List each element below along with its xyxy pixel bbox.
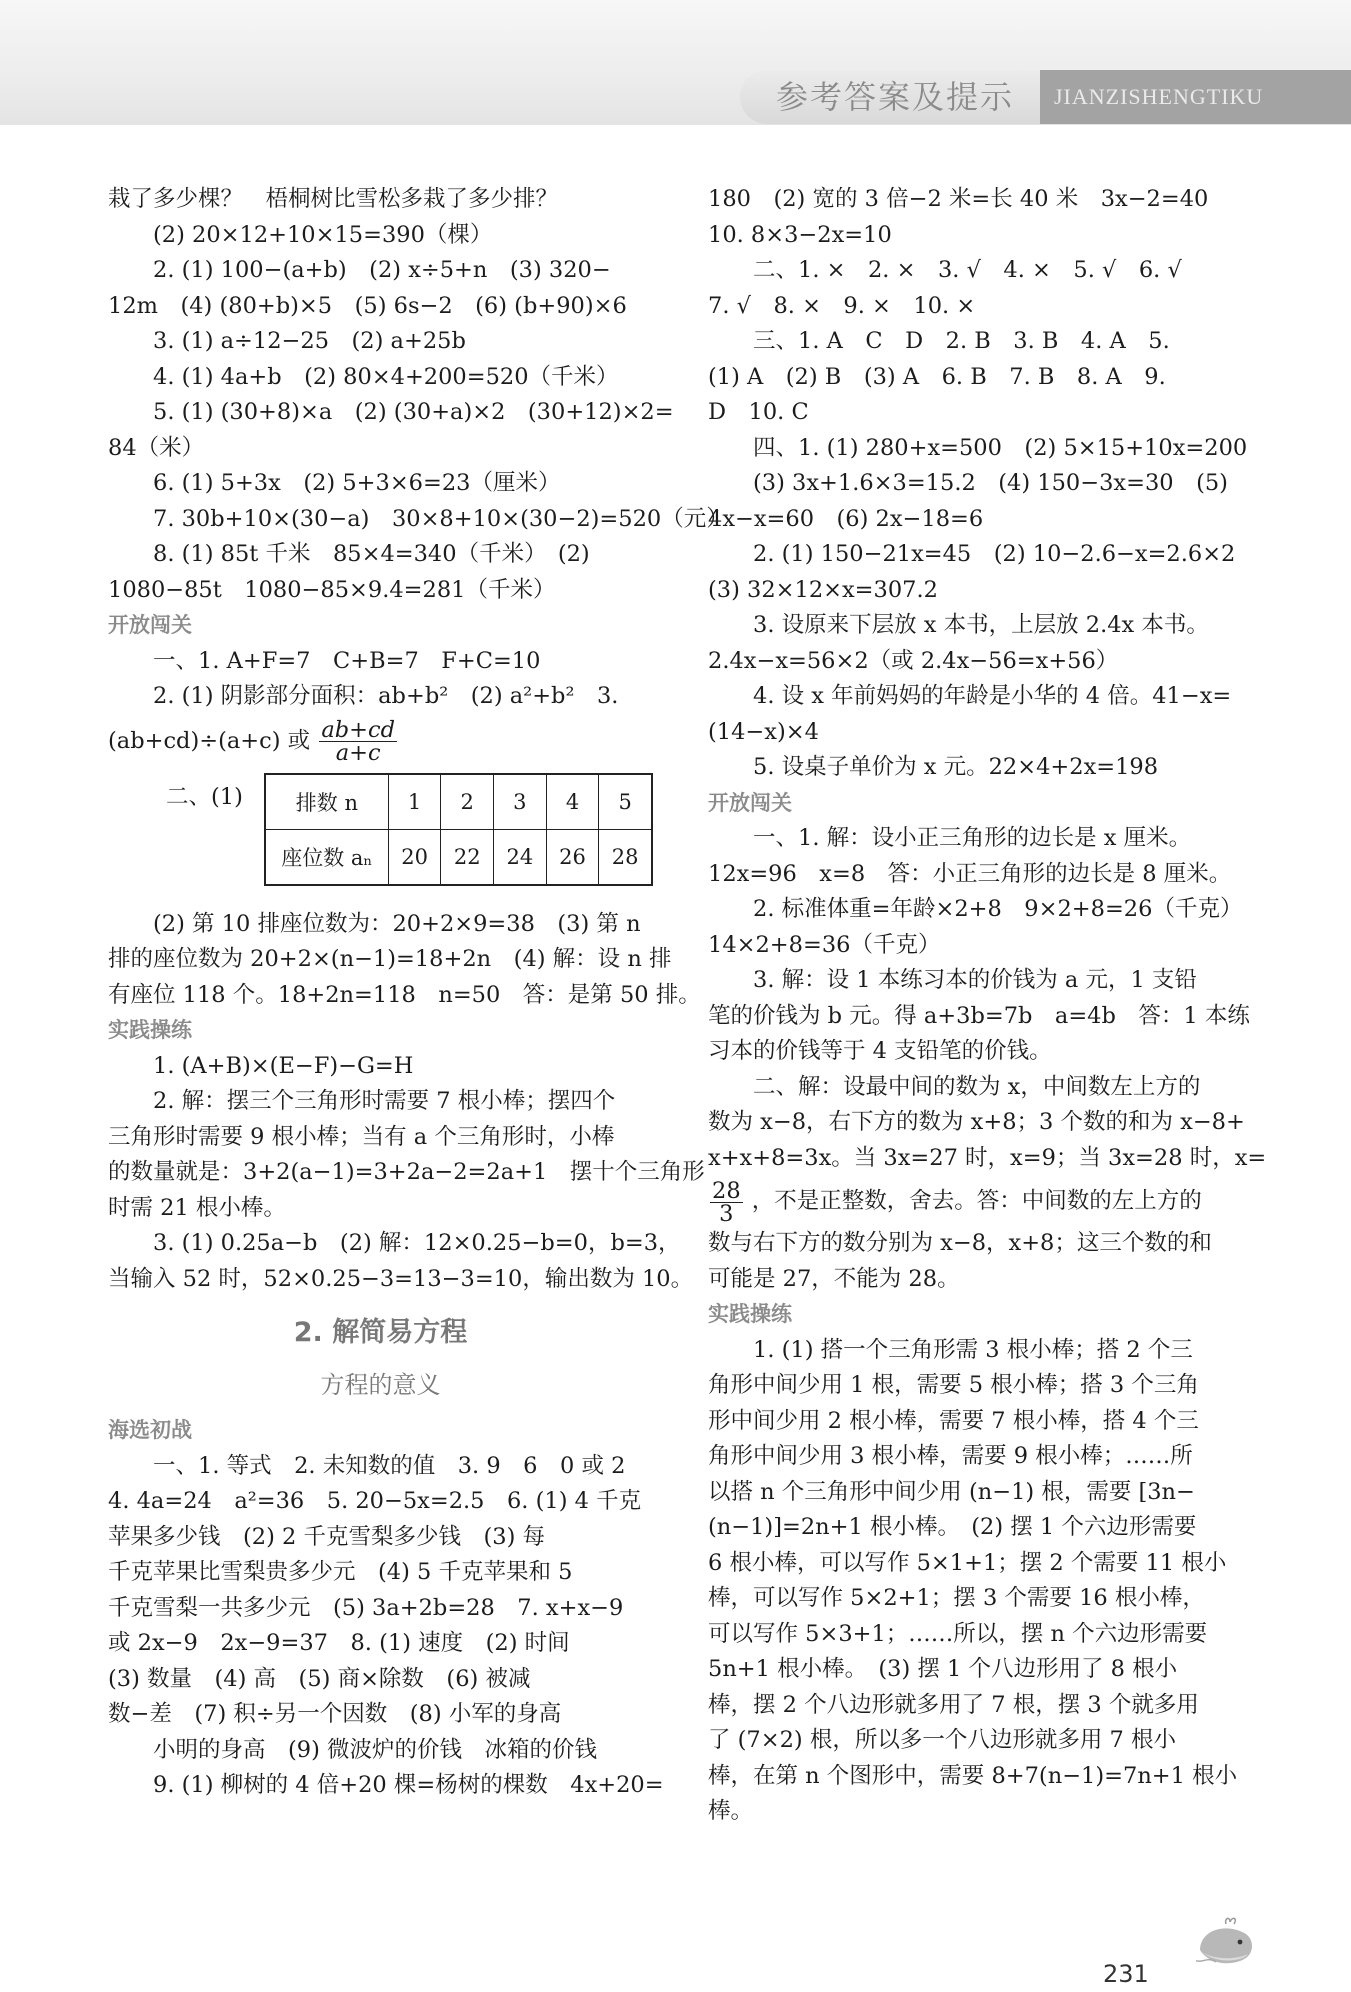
text-line: 9. (1) 柳树的 4 倍+20 棵=杨树的棵数 4x+20= — [153, 1772, 664, 1798]
text-line: 角形中间少用 3 根小棒，需要 9 根小棒；……所 — [708, 1443, 1193, 1469]
text-line: 可能是 27，不能为 28。 — [708, 1265, 960, 1292]
table-cell: 2 — [441, 774, 494, 830]
page-header — [0, 0, 1351, 125]
table-cell: 28 — [599, 829, 652, 885]
text-line: 3. (1) 0.25a−b (2) 解：12×0.25−b=0，b=3， — [153, 1230, 681, 1256]
table-cell: 22 — [441, 829, 494, 885]
fraction — [319, 719, 397, 764]
chapter-title: 2. 解简易方程 — [293, 1317, 468, 1348]
text-line: 栽了多少棵？ 梧桐树比雪松多栽了多少排？ — [108, 186, 559, 212]
text-line: 棒，可以写作 5×2+1；摆 3 个需要 16 根小棒， — [708, 1585, 1205, 1611]
text-line: 三角形时需要 9 根小棒；当有 a 个三角形时，小棒 — [108, 1123, 615, 1150]
text-line: 7. √ 8. × 9. × 10. × — [708, 292, 976, 319]
fraction-denominator: 3 — [719, 1200, 734, 1227]
table-cell: 排数 n — [265, 774, 388, 830]
text-line: 1. (A+B)×(E−F)−G=H — [153, 1052, 414, 1079]
header-tab: JIANZISHENGTIKU — [1040, 70, 1351, 124]
fraction-line — [108, 715, 653, 767]
text-line: 3. 解：设 1 本练习本的价钱为 a 元，1 支铅 — [753, 967, 1197, 993]
table-label: 二、(1) — [166, 783, 243, 810]
text-line: 形中间少用 2 根小棒，需要 7 根小棒，搭 4 个三 — [708, 1407, 1199, 1434]
fraction-line — [708, 1176, 1256, 1226]
text-line: 当输入 52 时，52×0.25−3=13−3=10，输出数为 10。 — [108, 1265, 694, 1292]
text-line: 棒。 — [708, 1798, 754, 1824]
text-line: 时需 21 根小棒。 — [108, 1194, 286, 1221]
text-line: 千克雪梨一共多少元 (5) 3a+2b=28 7. x+x−9 — [108, 1594, 624, 1621]
text-line: 12x=96 x=8 答：小正三角形的边长是 8 厘米。 — [708, 860, 1232, 887]
text-line: 2. (1) 100−(a+b) (2) x÷5+n (3) 320− — [153, 257, 611, 283]
text-line: 三、1. A C D 2. B 3. B 4. A 5. — [753, 328, 1170, 354]
text-line: 了 (7×2) 根，所以多一个八边形就多用 7 根小 — [708, 1727, 1176, 1753]
text-line: (3) 数量 (4) 高 (5) 商×除数 (6) 被减 — [108, 1665, 531, 1692]
text-line: 3. 设原来下层放 x 本书，上层放 2.4x 本书。 — [753, 612, 1209, 638]
text-line: (n−1)]=2n+1 根小棒。 (2) 摆 1 个六边形需要 — [708, 1514, 1197, 1540]
section-heading-practice: 实践操练 — [108, 1018, 192, 1042]
text-line: 4. 设 x 年前妈妈的年龄是小华的 4 倍。41−x= — [753, 683, 1232, 709]
text-line: 四、1. (1) 280+x=500 (2) 5×15+10x=200 — [753, 434, 1248, 461]
text-line: 数与右下方的数分别为 x−8，x+8；这三个数的和 — [708, 1230, 1212, 1256]
text-line: 2. 解：摆三个三角形时需要 7 根小棒；摆四个 — [153, 1088, 616, 1114]
table-row — [265, 829, 652, 885]
text-line: 3. (1) a÷12−25 (2) a+25b — [153, 328, 466, 354]
text-line: 14×2+8=36（千克） — [708, 931, 941, 958]
text-line: 一、1. 解：设小正三角形的边长是 x 厘米。 — [753, 825, 1192, 851]
table-cell: 26 — [546, 829, 599, 885]
text-line: 一、1. 等式 2. 未知数的值 3. 9 6 0 或 2 — [153, 1452, 626, 1479]
text-line: (2) 第 10 排座位数为：20+2×9=38 (3) 第 n — [153, 910, 641, 937]
text-line: 二、1. × 2. × 3. √ 4. × 5. √ 6. √ — [753, 257, 1182, 283]
text-line: 6 根小棒，可以写作 5×1+1；摆 2 个需要 11 根小 — [708, 1549, 1227, 1576]
text-line: 棒，摆 2 个八边形就多用了 7 根，摆 3 个就多用 — [708, 1691, 1199, 1718]
text-line: 或 2x−9 2x−9=37 8. (1) 速度 (2) 时间 — [108, 1630, 570, 1656]
table-cell: 4 — [546, 774, 599, 830]
header-title: 参考答案及提示 — [740, 70, 1050, 124]
table-cell: 3 — [494, 774, 547, 830]
text-line: (3) 3x+1.6×3=15.2 (4) 150−3x=30 (5) — [753, 470, 1228, 496]
seat-table-block — [108, 773, 653, 899]
table-cell: 座位数 aₙ — [265, 829, 388, 885]
text-line: 数为 x−8，右下方的数为 x+8；3 个数的和为 x−8+ — [708, 1109, 1245, 1135]
text-line: 4. 4a=24 a²=36 5. 20−5x=2.5 6. (1) 4 千克 — [108, 1488, 642, 1514]
text-line: 2.4x−x=56×2（或 2.4x−56=x+56） — [708, 647, 1119, 674]
text-line: 5. (1) (30+8)×a (2) (30+a)×2 (30+12)×2= — [153, 399, 674, 425]
text-line: 6. (1) 5+3x (2) 5+3×6=23（厘米） — [153, 470, 561, 496]
text-line: 角形中间少用 1 根，需要 5 根小棒；搭 3 个三角 — [708, 1372, 1199, 1398]
text-line: (14−x)×4 — [708, 718, 819, 745]
text-line: D 10. C — [708, 399, 809, 425]
text-line: 笔的价钱为 b 元。得 a+3b=7b a=4b 答：1 本练 — [708, 1002, 1250, 1029]
whale-icon — [1196, 1916, 1256, 1968]
text-line: 10. 8×3−2x=10 — [708, 221, 892, 248]
fraction-numerator: ab+cd — [321, 717, 396, 743]
text-line: 小明的身高 (9) 微波炉的价钱 冰箱的价钱 — [153, 1736, 598, 1763]
subchapter-title: 方程的意义 — [320, 1371, 441, 1399]
text-line: 千克苹果比雪梨贵多少元 (4) 5 千克苹果和 5 — [108, 1559, 573, 1585]
fraction-numerator: 28 — [712, 1177, 741, 1204]
text-line: 排的座位数为 20+2×(n−1)=18+2n (4) 解：设 n 排 — [108, 946, 672, 972]
text-line: (3) 32×12×x=307.2 — [708, 576, 938, 603]
text-line: 以搭 n 个三角形中间少用 (n−1) 根，需要 [3n− — [708, 1478, 1195, 1505]
text-line: 5. 设桌子单价为 x 元。22×4+2x=198 — [753, 754, 1159, 780]
text-line: 一、1. A+F=7 C+B=7 F+C=10 — [153, 647, 541, 674]
text-line: 2. (1) 阴影部分面积：ab+b² (2) a²+b² 3. — [153, 683, 619, 709]
text-line: 1080−85t 1080−85×9.4=281（千米） — [108, 576, 556, 603]
fraction-denominator: a+c — [335, 740, 381, 766]
text-line: 可以写作 5×3+1；……所以，摆 n 个六边形需要 — [708, 1620, 1208, 1647]
section-heading-practice: 实践操练 — [708, 1302, 792, 1326]
page-number: 231 — [1103, 1960, 1149, 1988]
text-line: 有座位 118 个。18+2n=118 n=50 答：是第 50 排。 — [108, 981, 701, 1008]
text-line: 苹果多少钱 (2) 2 千克雪梨多少钱 (3) 每 — [108, 1523, 546, 1550]
section-heading-open: 开放闯关 — [708, 790, 792, 815]
text-line: 5n+1 根小棒。 (3) 摆 1 个八边形用了 8 根小 — [708, 1656, 1178, 1682]
text-line: 的数量就是：3+2(a−1)=3+2a−2=2a+1 摆十个三角形 — [108, 1159, 705, 1185]
table-cell: 1 — [388, 774, 441, 830]
text-line: 4x−x=60 (6) 2x−18=6 — [708, 505, 984, 532]
text-line: 8. (1) 85t 千米 85×4=340（千米） (2) — [153, 541, 590, 567]
text-line: 84（米） — [108, 434, 205, 461]
text-line: (2) 20×12+10×15=390（棵） — [153, 221, 493, 248]
text-line: 180 (2) 宽的 3 倍−2 米=长 40 米 3x−2=40 — [708, 186, 1209, 212]
text-line: 数−差 (7) 积÷另一个因数 (8) 小军的身高 — [108, 1701, 562, 1727]
text-line: 2. (1) 150−21x=45 (2) 10−2.6−x=2.6×2 — [753, 541, 1236, 567]
right-column — [708, 182, 1267, 1830]
text-line: 习本的价钱等于 4 支铅笔的价钱。 — [708, 1038, 1052, 1064]
text-line: 2. 标准体重=年龄×2+8 9×2+8=26（千克） — [753, 896, 1243, 922]
table-cell: 5 — [599, 774, 652, 830]
seat-table — [264, 773, 653, 886]
text-line: 7. 30b+10×(30−a) 30×8+10×(30−2)=520（元） — [153, 505, 729, 532]
text-line: 二、解：设最中间的数为 x，中间数左上方的 — [753, 1073, 1201, 1100]
text-line: x+x+8=3x。当 3x=27 时，x=9；当 3x=28 时，x= — [708, 1144, 1267, 1171]
section-heading-open: 开放闯关 — [108, 613, 192, 637]
text-line: 1. (1) 搭一个三角形需 3 根小棒；搭 2 个三 — [753, 1336, 1193, 1363]
text-line: 12m (4) (80+b)×5 (5) 6s−2 (6) (b+90)×6 — [108, 292, 627, 319]
text-span: ，不是正整数，舍去。答：中间数的左上方的 — [751, 1188, 1202, 1214]
section-heading-sea: 海选初战 — [108, 1418, 192, 1442]
table-row — [265, 774, 652, 830]
table-cell: 20 — [388, 829, 441, 885]
text-line: (1) A (2) B (3) A 6. B 7. B 8. A 9. — [708, 363, 1166, 390]
text-line: 棒，在第 n 个图形中，需要 8+7(n−1)=7n+1 根小 — [708, 1762, 1238, 1789]
table-cell: 24 — [494, 829, 547, 885]
text-line: 4. (1) 4a+b (2) 80×4+200=520（千米） — [153, 363, 619, 390]
left-column — [108, 182, 729, 1804]
text-span: (ab+cd)÷(a+c) 或 — [108, 727, 311, 754]
fraction — [710, 1177, 743, 1227]
